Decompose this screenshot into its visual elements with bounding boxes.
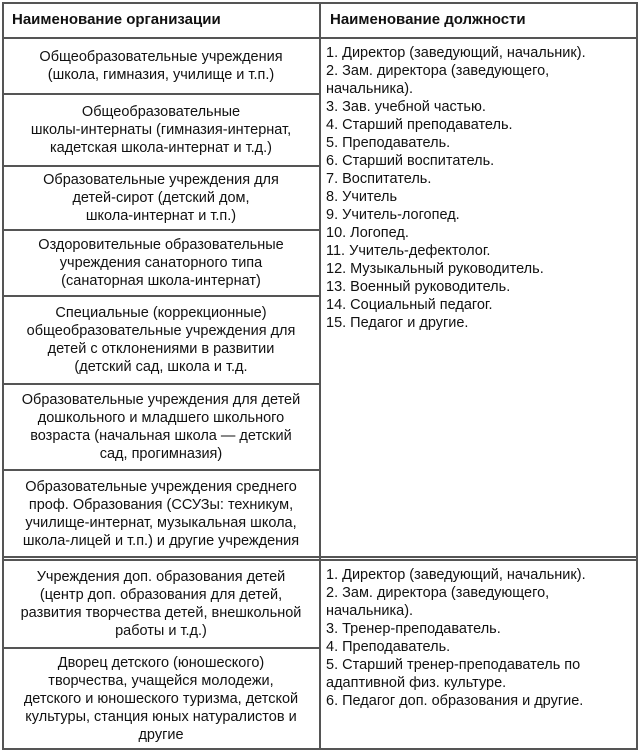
position-item: 1. Директор (заведующий, начальник). [326, 567, 586, 583]
position-item: 4. Преподаватель. [326, 639, 451, 655]
org-cell-general-schools: Общеобразовательные учреждения (школа, гимназия, училище и т.п.) [39, 49, 283, 83]
org-cell-orphan-institutions: Образовательные учреждения для детей-сирот (детский дом, школа-интернат и т.п.) [43, 172, 279, 224]
org-cell-special-institutions: Специальные (коррекционные) общеобразовательные учреждения для детей с отклонениями в развитии (детский сад, школа и т.д. [26, 305, 296, 375]
position-item: 3. Тренер-преподаватель. [326, 621, 501, 637]
position-item: 6. Педагог доп. образования и другие. [326, 693, 584, 709]
positions-table [2, 2, 638, 750]
org-cell-youth-palace: Дворец детского (юношеского) творчества, учащейся молодежи, детского и юношеского туризма, детской культуры, станция юных натуралистов и другие [23, 655, 299, 743]
header-position: Наименование должности [330, 11, 526, 28]
positions-list-general [320, 38, 638, 558]
position-item: начальника). [326, 603, 414, 619]
position-item: 4. Старший преподаватель. [326, 117, 513, 133]
position-item: 5. Преподаватель. [326, 135, 451, 151]
position-item: 11. Учитель-дефектолог. [326, 243, 491, 259]
row-divider [2, 229, 320, 231]
position-item: 2. Зам. директора (заведующего, [326, 585, 550, 601]
header-organization: Наименование организации [12, 11, 221, 28]
position-item: 6. Старший воспитатель. [326, 153, 495, 169]
position-item: 7. Воспитатель. [326, 171, 432, 187]
row-divider [2, 647, 320, 649]
group-divider [2, 556, 638, 558]
position-item: 1. Директор (заведующий, начальник). [326, 45, 586, 61]
column-divider [319, 2, 321, 750]
org-cell-preschool-institutions: Образовательные учреждения для детей дошкольного и младшего школьного возраста (начальная школа — детский сад, прогимназия) [21, 392, 301, 462]
position-item: 15. Педагог и другие. [326, 315, 469, 331]
table-border-bottom [2, 748, 638, 750]
position-item: 12. Музыкальный руководитель. [326, 261, 544, 277]
position-item: 2. Зам. директора (заведующего, [326, 63, 550, 79]
org-cell-additional-education: Учреждения доп. образования детей (центр доп. образования для детей, развития творчества детей, внешкольной работы и т.д.) [20, 569, 302, 639]
table-border-left [2, 2, 4, 750]
row-divider [2, 165, 320, 167]
position-item: 9. Учитель-логопед. [326, 207, 460, 223]
position-item: 5. Старший тренер-преподаватель по [326, 657, 581, 673]
position-item: 3. Зав. учебной частью. [326, 99, 486, 115]
org-cell-boarding-schools: Общеобразовательные школы-интернаты (гимназия-интернат, кадетская школа-интернат и т.д.) [30, 104, 292, 156]
table-border-top [2, 2, 638, 4]
position-item: 10. Логопед. [326, 225, 409, 241]
row-divider [2, 469, 320, 471]
org-cell-secondary-vocational: Образовательные учреждения среднего проф. Образования (ССУЗы: техникум, училище-интернат, музыкальная школа, школа-лицей и т.п.) и другие учреждения [22, 479, 300, 549]
row-divider [2, 383, 320, 385]
position-item: 8. Учитель [326, 189, 398, 205]
position-item: 13. Военный руководитель. [326, 279, 511, 295]
position-item: 14. Социальный педагог. [326, 297, 493, 313]
header-divider [2, 37, 638, 39]
row-divider [2, 295, 320, 297]
positions-list-additional [320, 560, 638, 750]
row-divider [2, 93, 320, 95]
position-item: адаптивной физ. культуре. [326, 675, 507, 691]
group-divider [2, 559, 638, 561]
position-item: начальника). [326, 81, 414, 97]
org-cell-sanatorium-institutions: Оздоровительные образовательные учреждения санаторного типа (санаторная школа-интернат) [38, 237, 284, 289]
table-border-right [636, 2, 638, 750]
